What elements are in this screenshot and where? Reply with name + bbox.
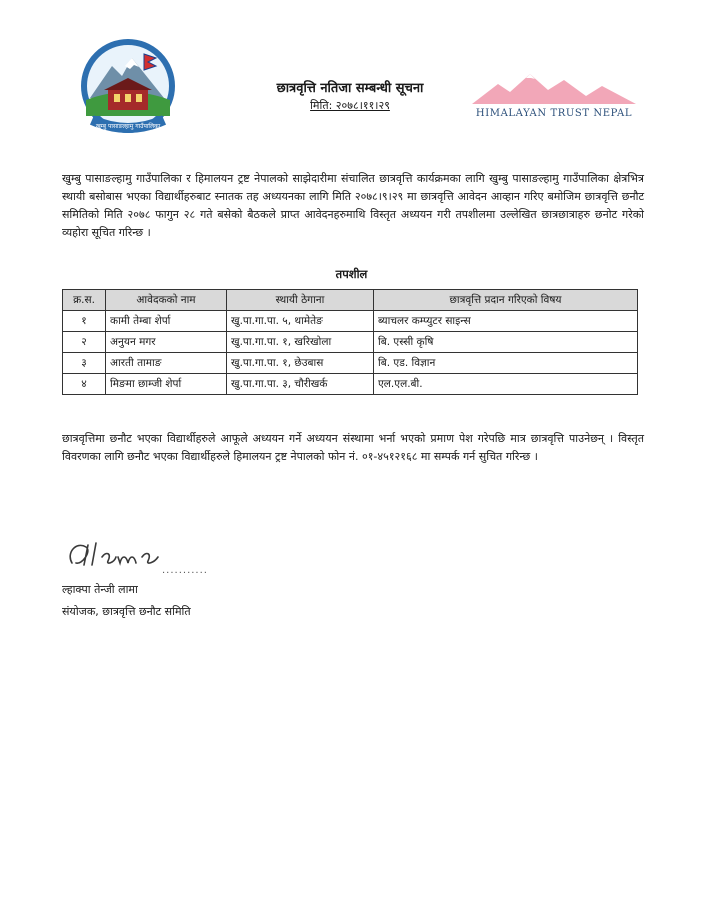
cell-serial: १ [63,311,106,332]
municipality-emblem [70,36,186,136]
header-serial: क्र.स. [63,290,106,311]
cell-subject: एल.एल.बी. [374,374,638,395]
signature-line: ........... [162,565,208,576]
cell-name: मिङमा छाम्जी शेर्पा [106,374,227,395]
table-row [63,374,638,395]
signer-designation: संयोजक, छात्रवृत्ति छनौट समिति [62,605,191,618]
instructions-paragraph: छात्रवृत्तिमा छनौट भएका विद्यार्थीहरुले आफूले अध्ययन गर्ने अध्ययन संस्थामा भर्ना भएको प्रमाण पेश गरेपछि मात्र छात्रवृत्ति पाउनेछन् । विस्तृत विवरणका लागि छनौट भएका विद्यार्थीहरुले हिमालयन ट्रष्ट नेपालको फोन नं. ०१-४५१२१६८ मा सम्पर्क गर्न सुचित गरिन्छ । [62,432,644,463]
cell-name: अनुयन मगर [106,332,227,353]
notice-date: मिति: २०७८।११।२९ [310,99,390,112]
cell-serial: २ [63,332,106,353]
intro-paragraph: खुम्बु पासाङल्हामु गाउँपालिका र हिमालयन ट्रष्ट नेपालको साझेदारीमा संचालित छात्रवृत्ति कार्यक्रमका लागि खुम्बु पासाङल्हामु गाउँपालिका क्षेत्रभित्र स्थायी बसोबास भएका विद्यार्थीहरुबाट स्नातक तह अध्ययनका लागि मिति २०७८।९।२९ मा छात्रवृत्ति आवेदन आव्हान गरिए बमोजिम छात्रवृत्ति छनौट समितिको मिति २०७८ फागुन २८ गते बसेको बैठकले प्राप्त आवेदनहरुमाथि विस्तृत अध्ययन गरी तपशीलमा उल्लेखित छात्रछात्राहरु छनोट गरेको व्यहोरा सूचित गरिन्छ । [62,172,644,239]
table-header-row [63,290,638,311]
table-row [63,332,638,353]
himalayan-trust-text: HIMALAYAN TRUST NEPAL [475,108,633,119]
header-address: स्थायी ठेगाना [227,290,374,311]
header-subject: छात्रवृत्ति प्रदान गरिएको विषय [374,290,638,311]
cell-name: आरती तामाङ [106,353,227,374]
cell-serial: ४ [63,374,106,395]
cell-address: खु.पा.गा.पा. ५, थामेतेङ [227,311,374,332]
cell-address: खु.पा.गा.पा. ३, चौरीखर्क [227,374,374,395]
results-table [62,289,638,395]
notice-header [230,78,470,113]
cell-serial: ३ [63,353,106,374]
cell-subject: बि. एड. विज्ञान [374,353,638,374]
cell-address: खु.पा.गा.पा. १, खरिखोला [227,332,374,353]
notice-title: छात्रवृत्ति नतिजा सम्बन्धी सूचना [276,81,424,96]
signer-name: ल्हाक्पा तेन्जी लामा [62,583,138,596]
table-row [63,353,638,374]
himalayan-trust-logo [468,70,640,124]
cell-subject: ब्याचलर कम्प्युटर साइन्स [374,311,638,332]
cell-subject: बि. एस्सी कृषि [374,332,638,353]
header-name: आवेदकको नाम [106,290,227,311]
table-title: तपशील [335,267,368,281]
table-row [63,311,638,332]
cell-address: खु.पा.गा.पा. १, छेउबास [227,353,374,374]
svg-text:खुम्बु पासाङल्हामु गाउँपालिका: खुम्बु पासाङल्हामु गाउँपालिका [95,123,161,130]
cell-name: कामी तेम्बा शेर्पा [106,311,227,332]
signature-block [62,535,322,623]
